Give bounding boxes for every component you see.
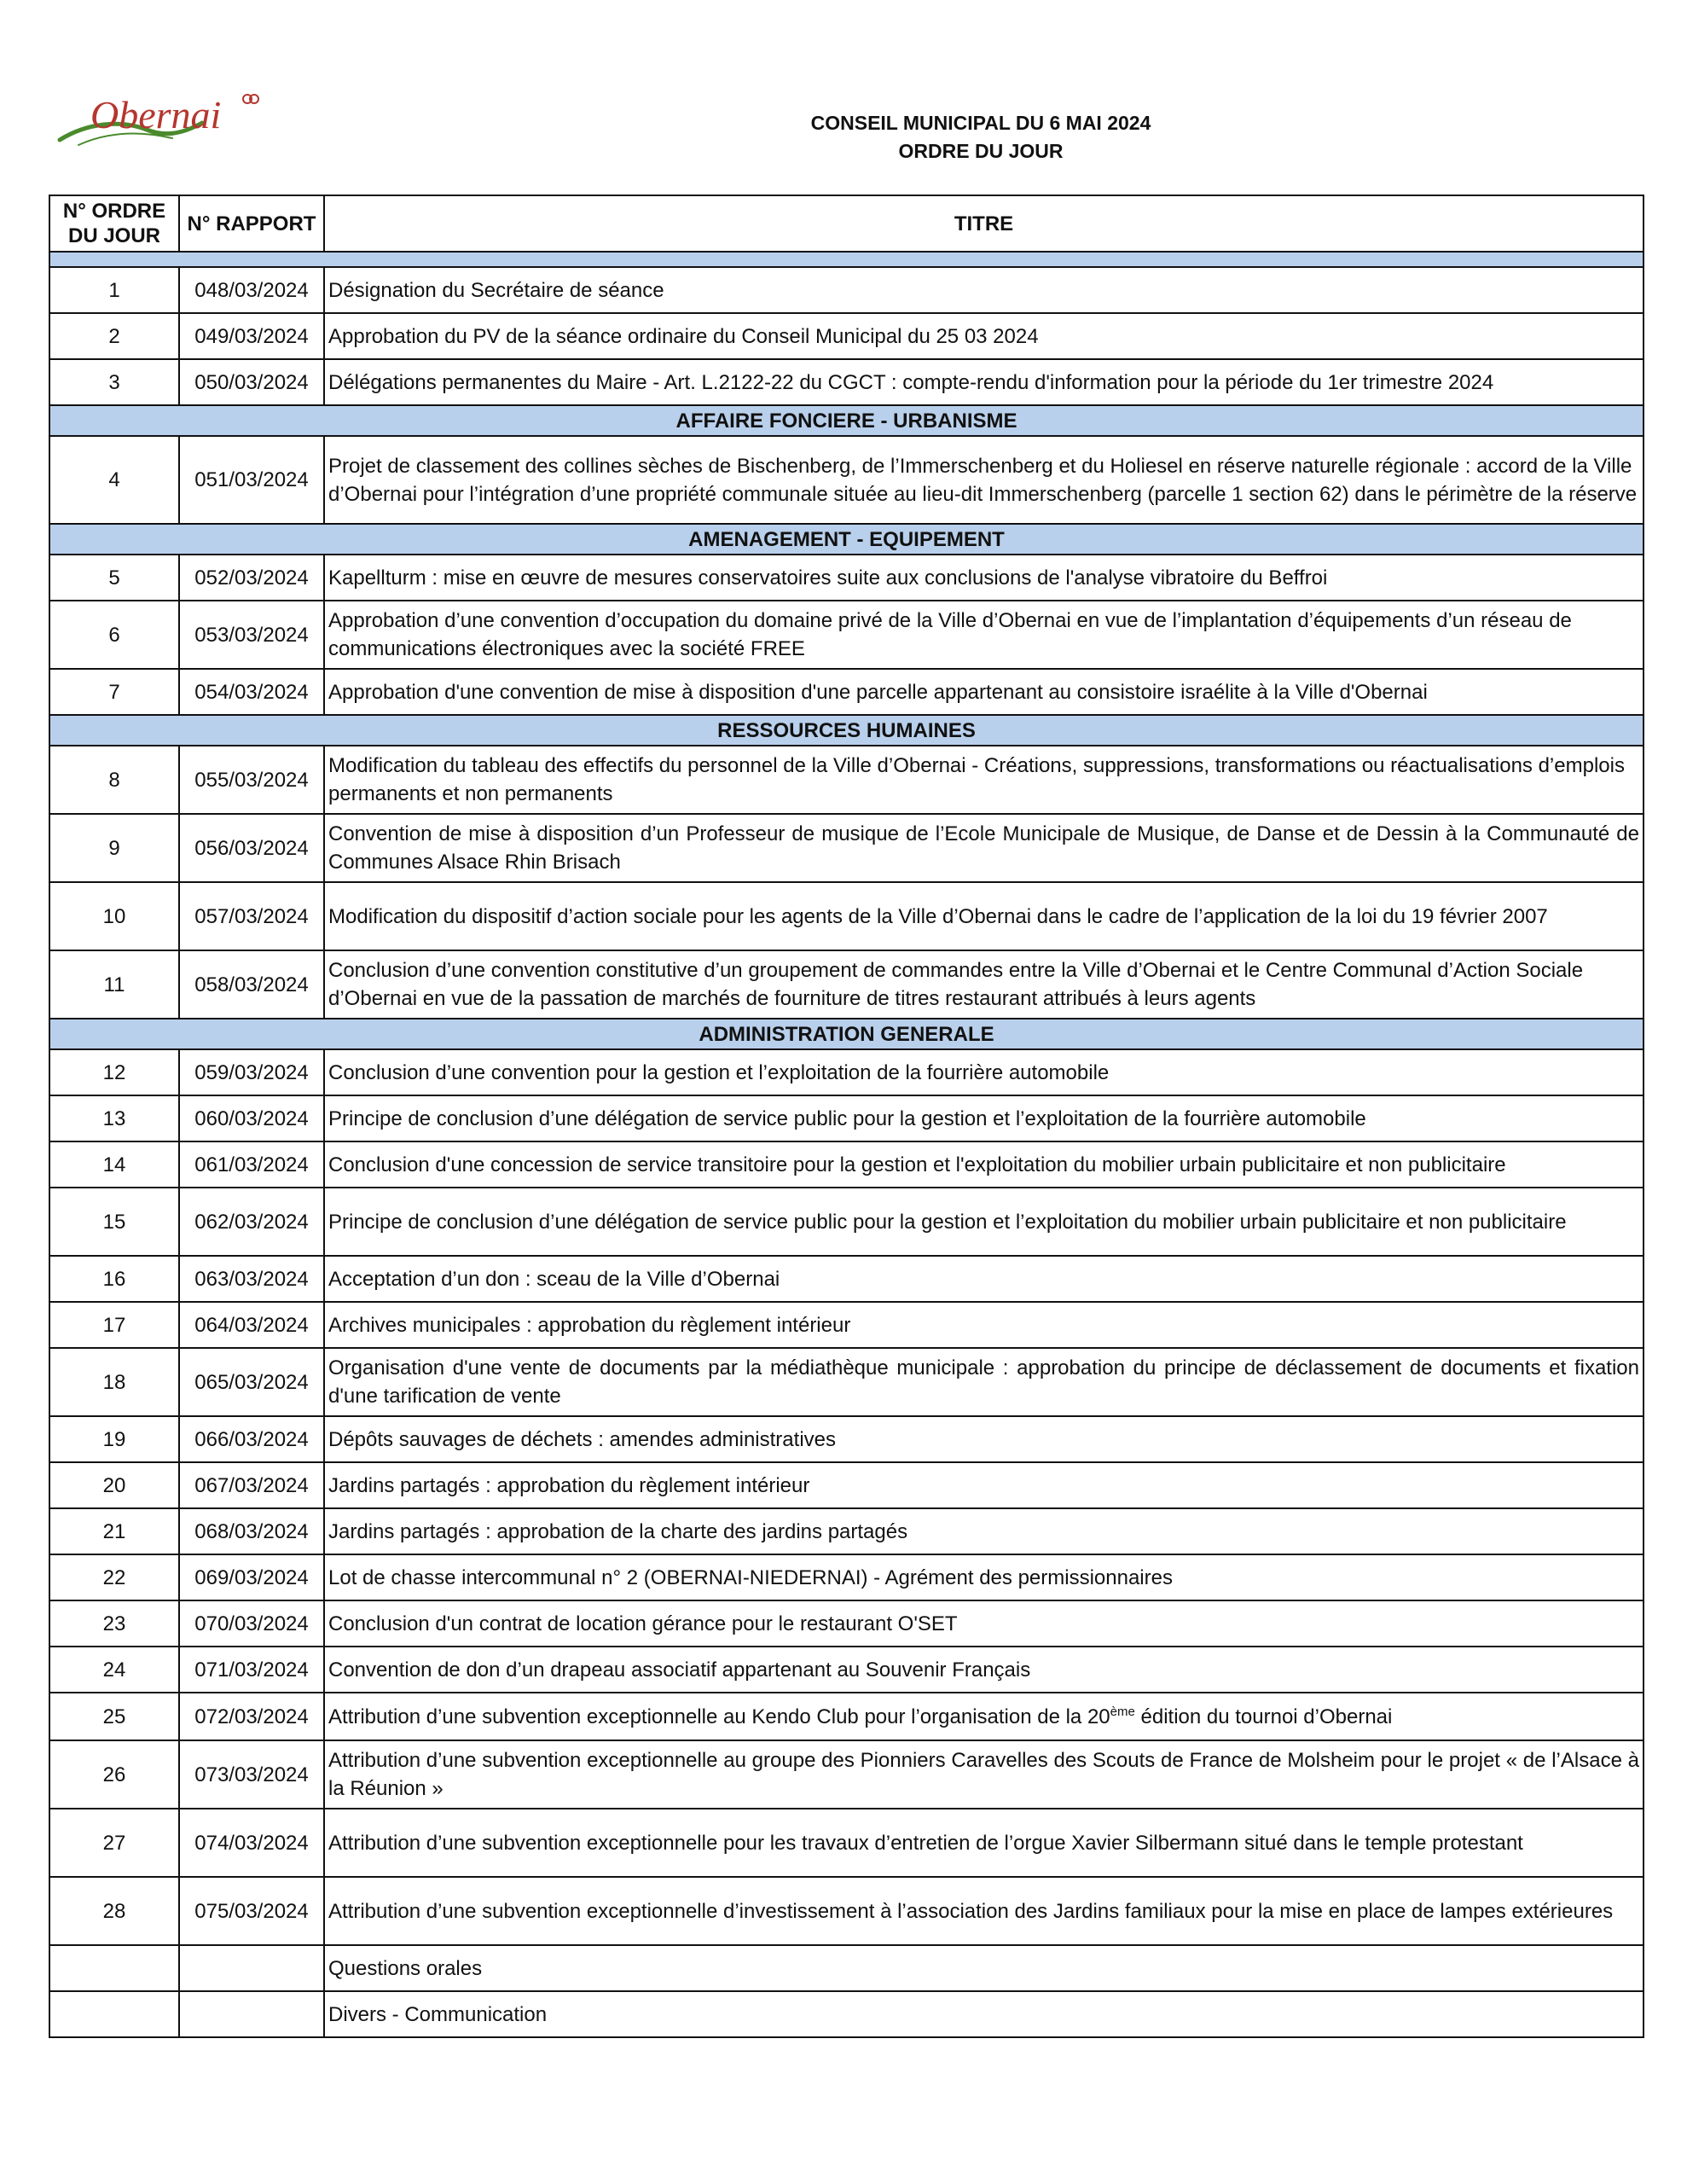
table-row <box>49 882 1644 950</box>
table-row <box>49 1600 1644 1647</box>
report-number: 071/03/2024 <box>179 1647 324 1693</box>
section-label: ADMINISTRATION GENERALE <box>49 1019 1644 1049</box>
report-number: 053/03/2024 <box>179 601 324 669</box>
agenda-number: 23 <box>49 1600 179 1647</box>
agenda-title: Attribution d’une subvention exceptionnelle au groupe des Pionniers Caravelles des Scouts de France de Molsheim pour le projet « de l’Alsace à la Réunion » <box>324 1740 1644 1809</box>
table-row <box>49 555 1644 601</box>
report-number: 061/03/2024 <box>179 1141 324 1188</box>
report-number: 054/03/2024 <box>179 669 324 715</box>
agenda-title: Convention de don d’un drapeau associatif appartenant au Souvenir Français <box>324 1647 1644 1693</box>
document-title: CONSEIL MUNICIPAL DU 6 MAI 2024 <box>810 112 1151 134</box>
agenda-number: 16 <box>49 1256 179 1302</box>
table-row <box>49 950 1644 1019</box>
header-separator-band <box>49 252 1644 267</box>
report-number: 059/03/2024 <box>179 1049 324 1095</box>
table-row <box>49 669 1644 715</box>
agenda-title: Approbation d’une convention d’occupation du domaine privé de la Ville d’Obernai en vue de l’implantation d’équipements d’un réseau de communications électroniques avec la société FREE <box>324 601 1644 669</box>
table-row <box>49 436 1644 524</box>
agenda-title: Délégations permanentes du Maire - Art. L.2122-22 du CGCT : compte-rendu d'information pour la période du 1er trimestre 2024 <box>324 359 1644 405</box>
section-label: RESSOURCES HUMAINES <box>49 715 1644 746</box>
table-row <box>49 1188 1644 1256</box>
table-row <box>49 1462 1644 1508</box>
table-row <box>49 1256 1644 1302</box>
agenda-number: 5 <box>49 555 179 601</box>
agenda-number: 20 <box>49 1462 179 1508</box>
agenda-number: 24 <box>49 1647 179 1693</box>
agenda-body <box>49 267 1644 2037</box>
ordinal-superscript: ème <box>1110 1704 1135 1719</box>
table-row <box>49 1554 1644 1600</box>
agenda-title <box>324 1693 1644 1740</box>
report-number: 069/03/2024 <box>179 1554 324 1600</box>
section-label: AFFAIRE FONCIERE - URBANISME <box>49 405 1644 436</box>
agenda-title: Conclusion d’une convention constitutive d’un groupement de commandes entre la Ville d’Obernai et le Centre Communal d’Action Sociale d’Obernai en vue de la passation de marchés de fourniture de titres restaurant attribués à leurs agents <box>324 950 1644 1019</box>
report-number: 068/03/2024 <box>179 1508 324 1554</box>
report-number: 048/03/2024 <box>179 267 324 313</box>
agenda-number: 10 <box>49 882 179 950</box>
agenda-title: Modification du tableau des effectifs du personnel de la Ville d’Obernai - Créations, suppressions, transformations ou réactualisations d’emplois permanents et non permanents <box>324 746 1644 814</box>
report-number: 062/03/2024 <box>179 1188 324 1256</box>
table-row <box>49 1508 1644 1554</box>
agenda-number: 17 <box>49 1302 179 1348</box>
table-row <box>49 1049 1644 1095</box>
agenda-number <box>49 1991 179 2037</box>
agenda-title: Divers - Communication <box>324 1991 1644 2037</box>
agenda-number: 27 <box>49 1809 179 1877</box>
report-number: 066/03/2024 <box>179 1416 324 1462</box>
table-row <box>49 1302 1644 1348</box>
agenda-number: 26 <box>49 1740 179 1809</box>
table-row <box>49 746 1644 814</box>
table-row <box>49 1416 1644 1462</box>
section-row <box>49 524 1644 555</box>
agenda-title: Dépôts sauvages de déchets : amendes administratives <box>324 1416 1644 1462</box>
agenda-number: 28 <box>49 1877 179 1945</box>
report-number: 058/03/2024 <box>179 950 324 1019</box>
obernai-logo <box>53 85 266 154</box>
agenda-number: 18 <box>49 1348 179 1416</box>
report-number: 075/03/2024 <box>179 1877 324 1945</box>
section-row <box>49 405 1644 436</box>
report-number <box>179 1945 324 1991</box>
report-number: 057/03/2024 <box>179 882 324 950</box>
agenda-number: 11 <box>49 950 179 1019</box>
table-row <box>49 359 1644 405</box>
column-header-titre: TITRE <box>324 195 1644 252</box>
table-header-row <box>49 195 1644 252</box>
report-number <box>179 1991 324 2037</box>
agenda-number: 6 <box>49 601 179 669</box>
column-header-ordre: N° ORDRE DU JOUR <box>49 195 179 252</box>
agenda-number: 21 <box>49 1508 179 1554</box>
report-number: 049/03/2024 <box>179 313 324 359</box>
report-number: 063/03/2024 <box>179 1256 324 1302</box>
report-number: 074/03/2024 <box>179 1809 324 1877</box>
table-row <box>49 1348 1644 1416</box>
agenda-title-text-after: édition du tournoi d’Obernai <box>1134 1705 1393 1728</box>
agenda-title: Questions orales <box>324 1945 1644 1991</box>
agenda-number: 1 <box>49 267 179 313</box>
agenda-title: Projet de classement des collines sèches de Bischenberg, de l’Immerschenberg et du Holiesel en réserve naturelle régionale : accord de la Ville d’Obernai pour l’intégration d’une propriété communale située au lieu-dit Immerschenberg (parcelle 1 section 62) dans le périmètre de la réserve <box>324 436 1644 524</box>
agenda-title: Acceptation d’un don : sceau de la Ville d’Obernai <box>324 1256 1644 1302</box>
table-row <box>49 1647 1644 1693</box>
report-number: 073/03/2024 <box>179 1740 324 1809</box>
agenda-table <box>49 195 1644 2038</box>
report-number: 050/03/2024 <box>179 359 324 405</box>
agenda-number: 7 <box>49 669 179 715</box>
agenda-title: Conclusion d'un contrat de location gérance pour le restaurant O'SET <box>324 1600 1644 1647</box>
section-row <box>49 715 1644 746</box>
agenda-title: Approbation d'une convention de mise à disposition d'une parcelle appartenant au consistoire israélite à la Ville d'Obernai <box>324 669 1644 715</box>
table-row <box>49 1141 1644 1188</box>
agenda-title: Modification du dispositif d’action sociale pour les agents de la Ville d’Obernai dans le cadre de l’application de la loi du 19 février 2007 <box>324 882 1644 950</box>
agenda-title: Convention de mise à disposition d’un Professeur de musique de l’Ecole Municipale de Musique, de Danse et de Dessin à la Communauté de Communes Alsace Rhin Brisach <box>324 814 1644 882</box>
agenda-number: 12 <box>49 1049 179 1095</box>
agenda-number: 9 <box>49 814 179 882</box>
agenda-number: 13 <box>49 1095 179 1141</box>
agenda-title-text: Attribution d’une subvention exceptionnelle au Kendo Club pour l’organisation de la 20 <box>328 1705 1110 1728</box>
section-row <box>49 1019 1644 1049</box>
table-row <box>49 814 1644 882</box>
report-number: 051/03/2024 <box>179 436 324 524</box>
obernai-logo-graphic <box>53 85 266 154</box>
document-header <box>682 109 1279 166</box>
report-number: 056/03/2024 <box>179 814 324 882</box>
agenda-number: 4 <box>49 436 179 524</box>
agenda-title: Jardins partagés : approbation de la charte des jardins partagés <box>324 1508 1644 1554</box>
agenda-title: Principe de conclusion d’une délégation de service public pour la gestion et l’exploitation du mobilier urbain publicitaire et non publicitaire <box>324 1188 1644 1256</box>
agenda-number: 25 <box>49 1693 179 1740</box>
report-number: 067/03/2024 <box>179 1462 324 1508</box>
agenda-title: Attribution d’une subvention exceptionnelle d’investissement à l’association des Jardins familiaux pour la mise en place de lampes extérieures <box>324 1877 1644 1945</box>
table-row <box>49 313 1644 359</box>
table-row <box>49 1693 1644 1740</box>
agenda-title: Conclusion d’une convention pour la gestion et l’exploitation de la fourrière automobile <box>324 1049 1644 1095</box>
agenda-number: 2 <box>49 313 179 359</box>
table-row <box>49 267 1644 313</box>
agenda-title: Jardins partagés : approbation du règlement intérieur <box>324 1462 1644 1508</box>
agenda-number: 3 <box>49 359 179 405</box>
table-row <box>49 601 1644 669</box>
agenda-title: Organisation d'une vente de documents par la médiathèque municipale : approbation du principe de déclassement de documents et fixation d'une tarification de vente <box>324 1348 1644 1416</box>
agenda-title: Conclusion d'une concession de service transitoire pour la gestion et l'exploitation du mobilier urbain publicitaire et non publicitaire <box>324 1141 1644 1188</box>
document-subtitle: ORDRE DU JOUR <box>898 140 1064 162</box>
column-header-rapport: N° RAPPORT <box>179 195 324 252</box>
table-row <box>49 1945 1644 1991</box>
table-row <box>49 1809 1644 1877</box>
report-number: 060/03/2024 <box>179 1095 324 1141</box>
agenda-number: 8 <box>49 746 179 814</box>
agenda-number: 14 <box>49 1141 179 1188</box>
report-number: 070/03/2024 <box>179 1600 324 1647</box>
section-label: AMENAGEMENT - EQUIPEMENT <box>49 524 1644 555</box>
report-number: 055/03/2024 <box>179 746 324 814</box>
table-row <box>49 1991 1644 2037</box>
svg-text:Obernai: Obernai <box>90 93 222 136</box>
agenda-number: 15 <box>49 1188 179 1256</box>
agenda-title: Lot de chasse intercommunal n° 2 (OBERNAI-NIEDERNAI) - Agrément des permissionnaires <box>324 1554 1644 1600</box>
agenda-title: Archives municipales : approbation du règlement intérieur <box>324 1302 1644 1348</box>
report-number: 072/03/2024 <box>179 1693 324 1740</box>
report-number: 065/03/2024 <box>179 1348 324 1416</box>
agenda-title: Désignation du Secrétaire de séance <box>324 267 1644 313</box>
agenda-number: 22 <box>49 1554 179 1600</box>
agenda-title: Kapellturm : mise en œuvre de mesures conservatoires suite aux conclusions de l'analyse vibratoire du Beffroi <box>324 555 1644 601</box>
table-row <box>49 1095 1644 1141</box>
agenda-number <box>49 1945 179 1991</box>
report-number: 052/03/2024 <box>179 555 324 601</box>
agenda-title: Approbation du PV de la séance ordinaire du Conseil Municipal du 25 03 2024 <box>324 313 1644 359</box>
table-row <box>49 1877 1644 1945</box>
report-number: 064/03/2024 <box>179 1302 324 1348</box>
agenda-title: Principe de conclusion d’une délégation de service public pour la gestion et l’exploitation de la fourrière automobile <box>324 1095 1644 1141</box>
table-row <box>49 1740 1644 1809</box>
agenda-title: Attribution d’une subvention exceptionnelle pour les travaux d’entretien de l’orgue Xavier Silbermann situé dans le temple protestant <box>324 1809 1644 1877</box>
agenda-number: 19 <box>49 1416 179 1462</box>
